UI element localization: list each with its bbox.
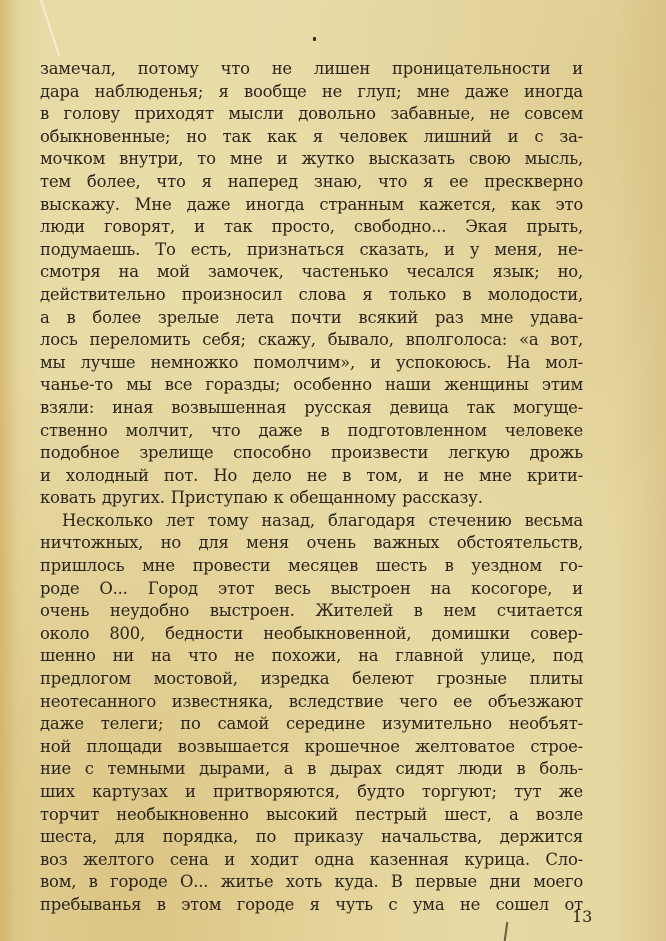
- text-line: мы лучше немножко помолчим», и успокоюсь. На мол-: [40, 352, 583, 372]
- text-line: ной площади возвышается крошечное желтоватое строе-: [40, 736, 583, 756]
- text-line: лось переломить себя; скажу, бывало, вполголоса: «а вот,: [40, 330, 583, 350]
- text-line: торчит необыкновенно высокий пестрый шест, а возле: [40, 804, 583, 824]
- text-line: замечал, потому что не лишен проницательности и: [40, 59, 583, 78]
- text-line: действительно произносил слова я только в молодости,: [40, 284, 583, 304]
- text-line: в голову приходят мысли довольно забавные, не совсем: [40, 104, 583, 124]
- page-number: 13: [572, 907, 593, 926]
- paper-crease: [40, 0, 60, 57]
- text-line: дара наблюденья; я вообще не глуп; мне даже иногда: [40, 81, 583, 101]
- text-line: мочком внутри, то мне и жутко высказать свою мысль,: [40, 149, 583, 169]
- paragraph-start-line: Несколько лет тому назад, благодаря стечению весьма: [62, 510, 583, 530]
- text-line: даже телеги; по самой середине изумительно необъят-: [40, 714, 583, 734]
- text-line: обыкновенные; но так как я человек лишний и с за-: [40, 126, 583, 146]
- text-line: и холодный пот. Но дело не в том, и не мне крити-: [40, 465, 583, 485]
- body-text: [40, 58, 583, 917]
- text-line: подумаешь. То есть, признаться сказать, и у меня, не-: [40, 239, 583, 259]
- text-line: шеста, для порядка, по приказу начальства, держится: [40, 827, 583, 847]
- page-mark: [504, 922, 509, 941]
- page-fold-shadow: [0, 0, 18, 941]
- text-line: ственно молчит, что даже в подготовленном человеке: [40, 420, 583, 440]
- text-line: подобное зрелище способно произвести легкую дрожь: [40, 443, 583, 463]
- text-line: ние с темными дырами, а в дырах сидят люди в боль-: [40, 759, 583, 779]
- text-line: а в более зрелые лета почти всякий раз мне удава-: [40, 307, 583, 327]
- print-speck: [313, 37, 316, 41]
- text-line: очень неудобно выстроен. Жителей в нем считается: [40, 601, 583, 621]
- text-line: тем более, что я наперед знаю, что я ее прескверно: [40, 171, 583, 191]
- text-line: смотря на мой замочек, частенько чесался язык; но,: [40, 262, 583, 282]
- text-line: ничтожных, но для меня очень важных обстоятельств,: [40, 533, 583, 553]
- text-line: выскажу. Мне даже иногда странным кажется, как это: [40, 194, 583, 214]
- text-line: воз желтого сена и ходит одна казенная курица. Сло-: [40, 849, 583, 869]
- text-line: неотесанного известняка, вследствие чего ее объезжают: [40, 691, 583, 711]
- text-line: пришлось мне провести месяцев шесть в уездном го-: [40, 556, 583, 576]
- text-line: шенно ни на что не похожи, на главной улице, под: [40, 646, 583, 666]
- text-line: люди говорят, и так просто, свободно... Экая прыть,: [40, 217, 583, 237]
- text-line: предлогом мостовой, изредка белеют грозные плиты: [40, 669, 583, 689]
- text-line: около 800, бедности необыкновенной, домишки совер-: [40, 623, 583, 643]
- paragraph-end-line: ковать других. Приступаю к обещанному рассказу.: [40, 488, 483, 508]
- text-line: роде О... Город этот весь выстроен на косогоре, и: [40, 578, 583, 598]
- text-line: ших картузах и притворяются, будто торгуют; тут же: [40, 782, 583, 801]
- text-line: вом, в городе О... житье хоть куда. В первые дни моего: [40, 872, 583, 892]
- text-line: взяли: иная возвышенная русская девица так могуще-: [40, 397, 583, 417]
- text-line: чанье-то мы все горазды; особенно наши женщины этим: [40, 375, 583, 395]
- text-line: пребыванья в этом городе я чуть с ума не сошел от: [40, 894, 583, 914]
